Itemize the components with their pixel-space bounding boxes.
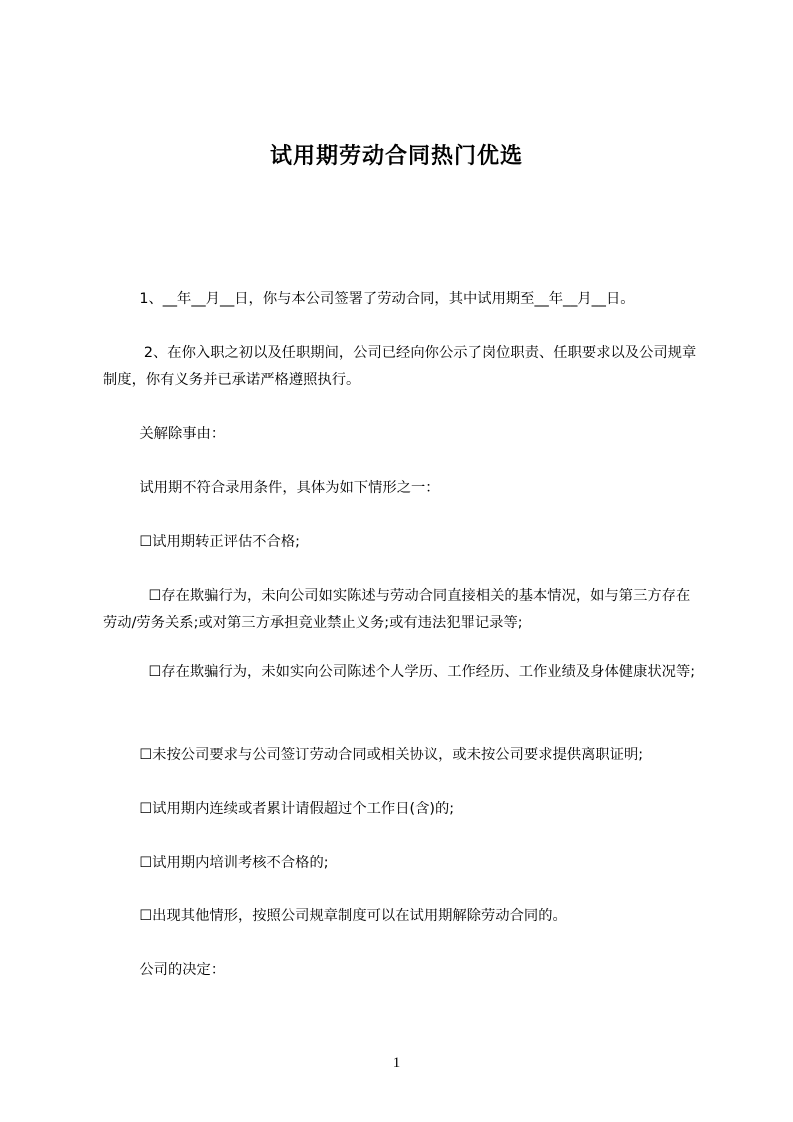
page-number: 1: [392, 1055, 401, 1071]
checkbox-item-contract-not-signed: ☐未按公司要求与公司签订劳动合同或相关协议，或未按公司要求提供离职证明;: [103, 747, 644, 763]
paragraph-2-obligations: 2、在你入职之初以及任职期间，公司已经向你公示了岗位职责、任职要求以及公司规章制度，你有义务并已承诺严格遵照执行。: [103, 345, 697, 388]
checkbox-item-evaluation-failed: ☐试用期转正评估不合格;: [103, 534, 300, 550]
checkbox-item-training-failed: ☐试用期内培训考核不合格的;: [103, 855, 329, 871]
paragraph-termination-reasons-heading: 关解除事由：: [103, 426, 226, 442]
checkbox-item-leave-exceeded: ☐试用期内连续或者累计请假超过个工作日(含)的;: [103, 801, 455, 817]
document-title: 试用期劳动合同热门优选: [269, 144, 523, 169]
checkbox-item-fraud-personal-history: ☐存在欺骗行为，未如实向公司陈述个人学历、工作经历、工作业绩及身体健康状况等;: [103, 664, 696, 680]
checkbox-item-other-circumstances: ☐出现其他情形，按照公司规章制度可以在试用期解除劳动合同的。: [103, 908, 567, 924]
paragraph-conditions-intro: 试用期不符合录用条件，具体为如下情形之一：: [103, 480, 440, 496]
paragraph-1-trial-period-dates: 1、__年__月__日，你与本公司签署了劳动合同，其中试用期至__年__月__日。: [103, 291, 635, 307]
checkbox-item-fraud-basic-info: ☐存在欺骗行为，未向公司如实陈述与劳动合同直接相关的基本情况，如与第三方存在劳动/劳务关系;或对第三方承担竞业禁止义务;或有违法犯罪记录等;: [103, 588, 691, 631]
paragraph-company-decision: 公司的决定：: [103, 962, 226, 978]
